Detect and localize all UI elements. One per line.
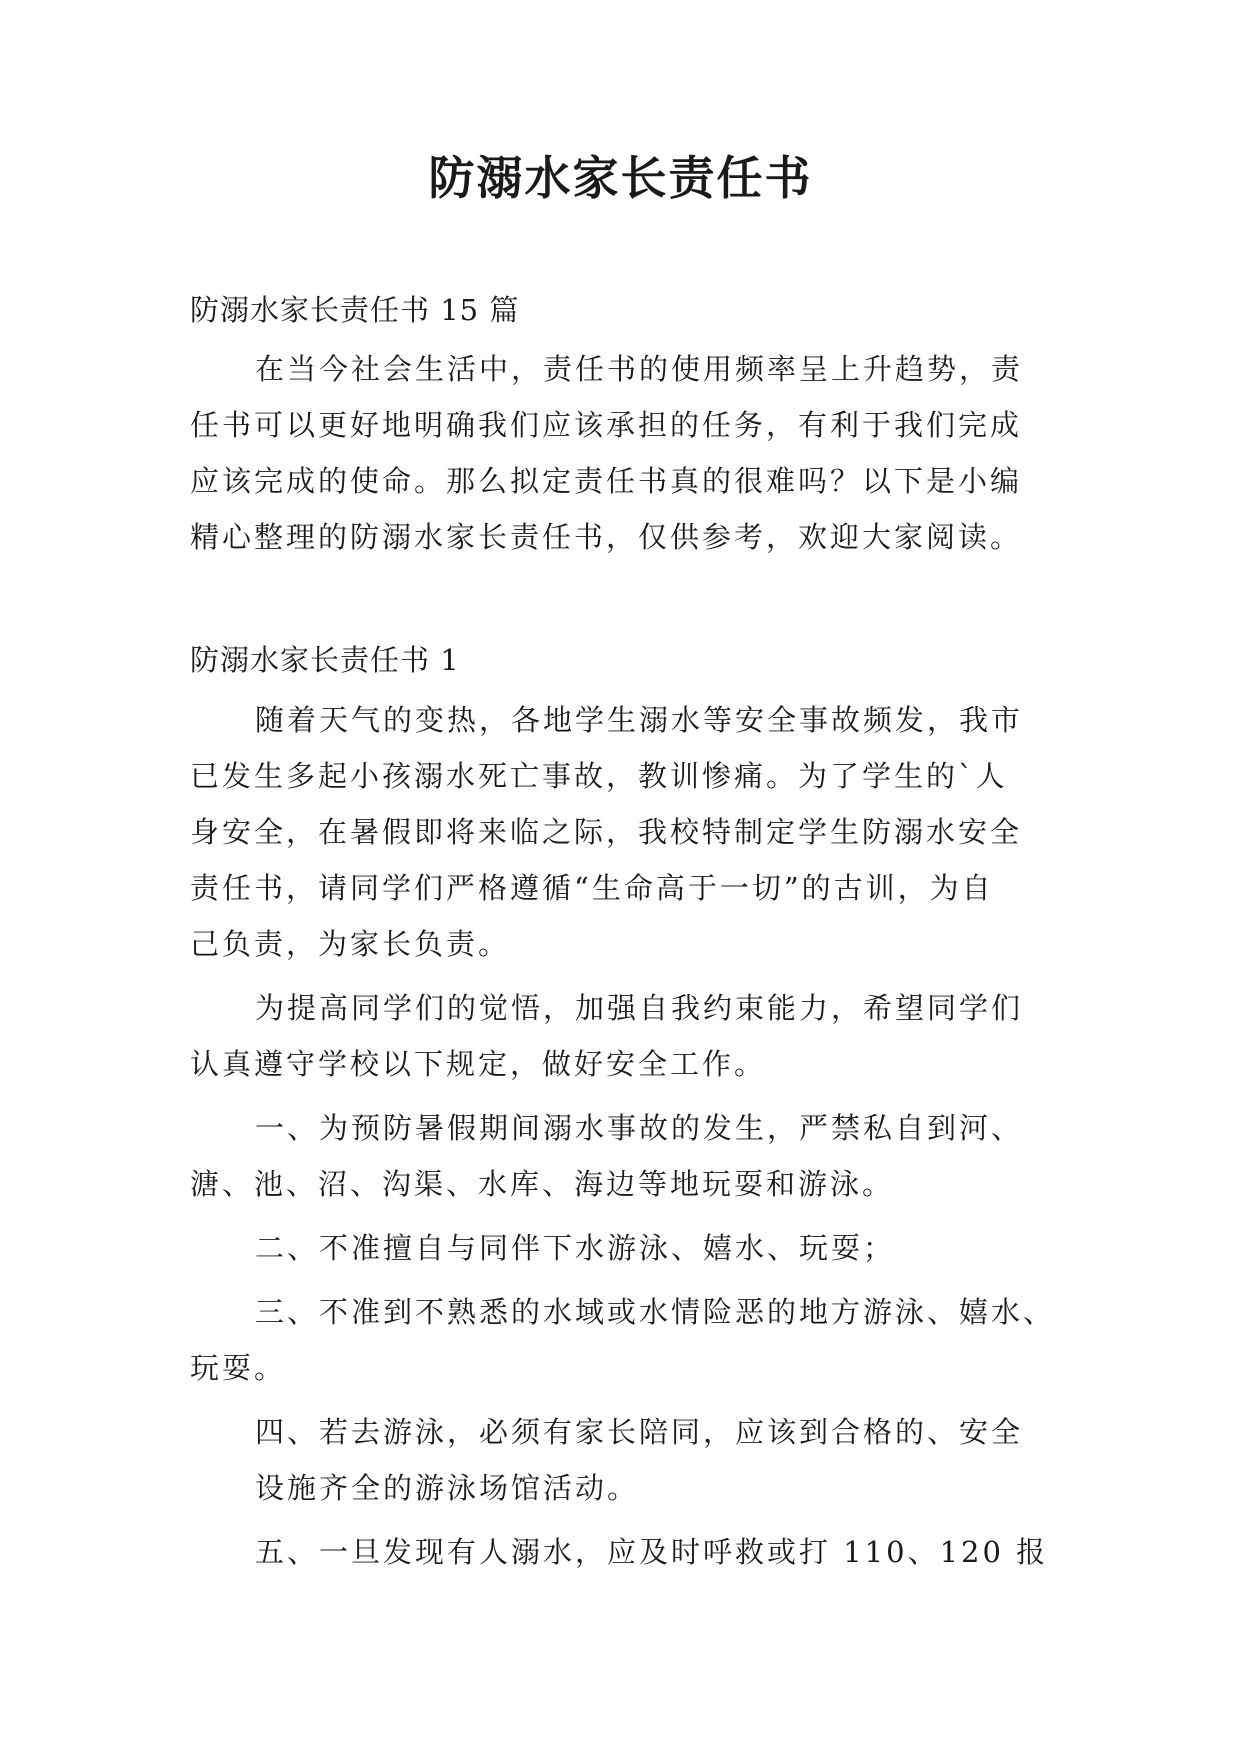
document-subtitle: 防溺水家长责任书 15 篇 [190, 293, 520, 327]
rule3-line-1: 三、不准到不熟悉的水域或水情险恶的地方游泳、嬉水、 [255, 1295, 1056, 1329]
section-heading: 防溺水家长责任书 1 [190, 643, 460, 677]
paragraph2-line-1: 为提高同学们的觉悟，加强自我约束能力，希望同学们 [255, 991, 1024, 1025]
rule4-line-2: 设施齐全的游泳场馆活动。 [255, 1471, 640, 1505]
paragraph2-line-2: 认真遵守学校以下规定，做好安全工作。 [190, 1047, 767, 1081]
intro-line-4: 精心整理的防溺水家长责任书，仅供参考，欢迎大家阅读。 [190, 520, 1023, 554]
rule1-line-1: 一、为预防暑假期间溺水事故的发生，严禁私自到河、 [255, 1111, 1024, 1145]
document-title: 防溺水家长责任书 [428, 151, 813, 205]
rule1-line-2: 溏、池、沼、沟渠、水库、海边等地玩耍和游泳。 [190, 1167, 895, 1201]
rule3-line-2: 玩耍。 [190, 1351, 287, 1385]
paragraph1-line-2: 已发生多起小孩溺水死亡事故，教训惨痛。为了学生的`人 [190, 759, 1008, 793]
intro-line-2: 任书可以更好地明确我们应该承担的任务，有利于我们完成 [190, 408, 1023, 442]
paragraph1-line-5: 己负责，为家长负责。 [190, 927, 511, 961]
paragraph1-line-3: 身安全，在暑假即将来临之际，我校特制定学生防溺水安全 [190, 815, 1023, 849]
intro-line-3: 应该完成的使命。那么拟定责任书真的很难吗？以下是小编 [190, 464, 1023, 498]
rule2-line: 二、不准擅自与同伴下水游泳、嬉水、玩耍； [255, 1231, 896, 1265]
rule5-line: 五、一旦发现有人溺水，应及时呼救或打 110、120 报 [255, 1535, 1049, 1569]
paragraph1-line-1: 随着天气的变热，各地学生溺水等安全事故频发，我市 [255, 703, 1024, 737]
paragraph1-line-4: 责任书，请同学们严格遵循“生命高于一切”的古训，为自 [190, 871, 994, 905]
intro-line-1: 在当今社会生活中，责任书的使用频率呈上升趋势，责 [255, 352, 1024, 386]
rule4-line-1: 四、若去游泳，必须有家长陪同，应该到合格的、安全 [255, 1415, 1024, 1449]
